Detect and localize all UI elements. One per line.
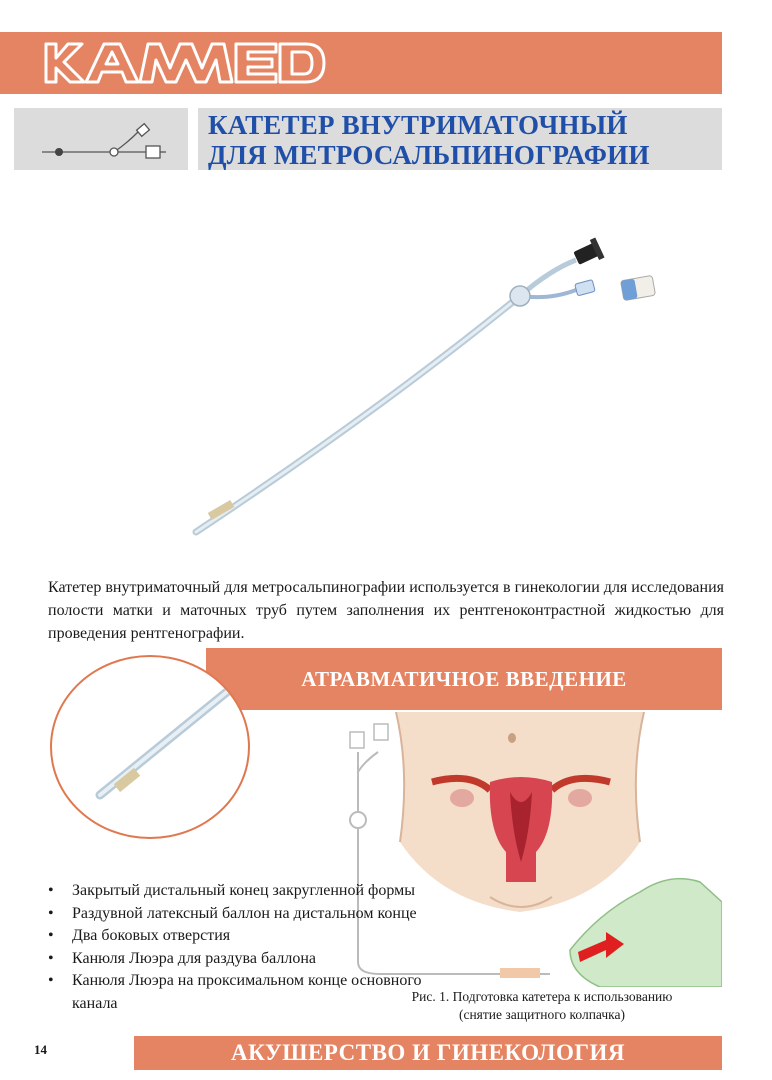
feature-text: Канюля Люэра для раздува баллона — [72, 949, 317, 967]
figure-caption-line-1: Рис. 1. Подготовка катетера к использованию — [411, 989, 673, 1004]
feature-item — [44, 948, 464, 971]
feature-text: Два боковых отверстия — [72, 927, 231, 944]
section-band — [206, 648, 722, 710]
bullet-marker: • — [48, 882, 54, 899]
footer-section-title: АКУШЕРСТВО И ГИНЕКОЛОГИЯ — [231, 1040, 625, 1065]
header-band — [0, 32, 722, 94]
feature-item — [44, 880, 464, 903]
bullet-marker: • — [48, 904, 54, 922]
feature-text: Канюля Люэра на проксимальном конце основного канала — [72, 972, 422, 1012]
feature-text: Закрытый дистальный конец закругленной формы — [72, 882, 416, 899]
bullet-marker: • — [48, 972, 54, 989]
catheter-tip-zoom — [50, 655, 250, 839]
product-title-line-1: КАТЕТЕР ВНУТРИМАТОЧНЫЙ — [208, 110, 628, 140]
catheter-tip-zoom-image — [52, 657, 248, 837]
product-title-box — [198, 108, 722, 170]
section-title: АТРАВМАТИЧНОЕ ВВЕДЕНИЕ — [301, 666, 627, 691]
gloved-hand-icon — [570, 879, 722, 987]
bullet-marker: • — [48, 927, 54, 944]
catheter-thumbnail-box — [14, 108, 188, 170]
feature-text: Раздувной латексный баллон на дистальном конце — [72, 904, 417, 922]
product-title-line-2: ДЛЯ МЕТРОСАЛЬПИНОГРАФИИ — [208, 140, 650, 170]
catheter-product-image — [180, 230, 680, 550]
page-number: 14 — [34, 1042, 47, 1057]
footer-band — [134, 1036, 722, 1070]
catheter-thumbnail-icon — [14, 108, 188, 170]
figure-caption-line-2: (снятие защитного колпачка) — [458, 1007, 626, 1022]
intro-paragraph: Катетер внутриматочный для метросальпинографии используется в гинекологии для исследования полости матки и маточных труб путем заполнения их рентгеноконтрастной жидкостью для проведения рентгенографии. — [48, 579, 724, 642]
bullet-marker: • — [48, 949, 54, 967]
brand-logo — [40, 38, 330, 88]
feature-item — [44, 903, 464, 926]
figure-caption — [392, 988, 692, 1024]
feature-item — [44, 925, 464, 948]
